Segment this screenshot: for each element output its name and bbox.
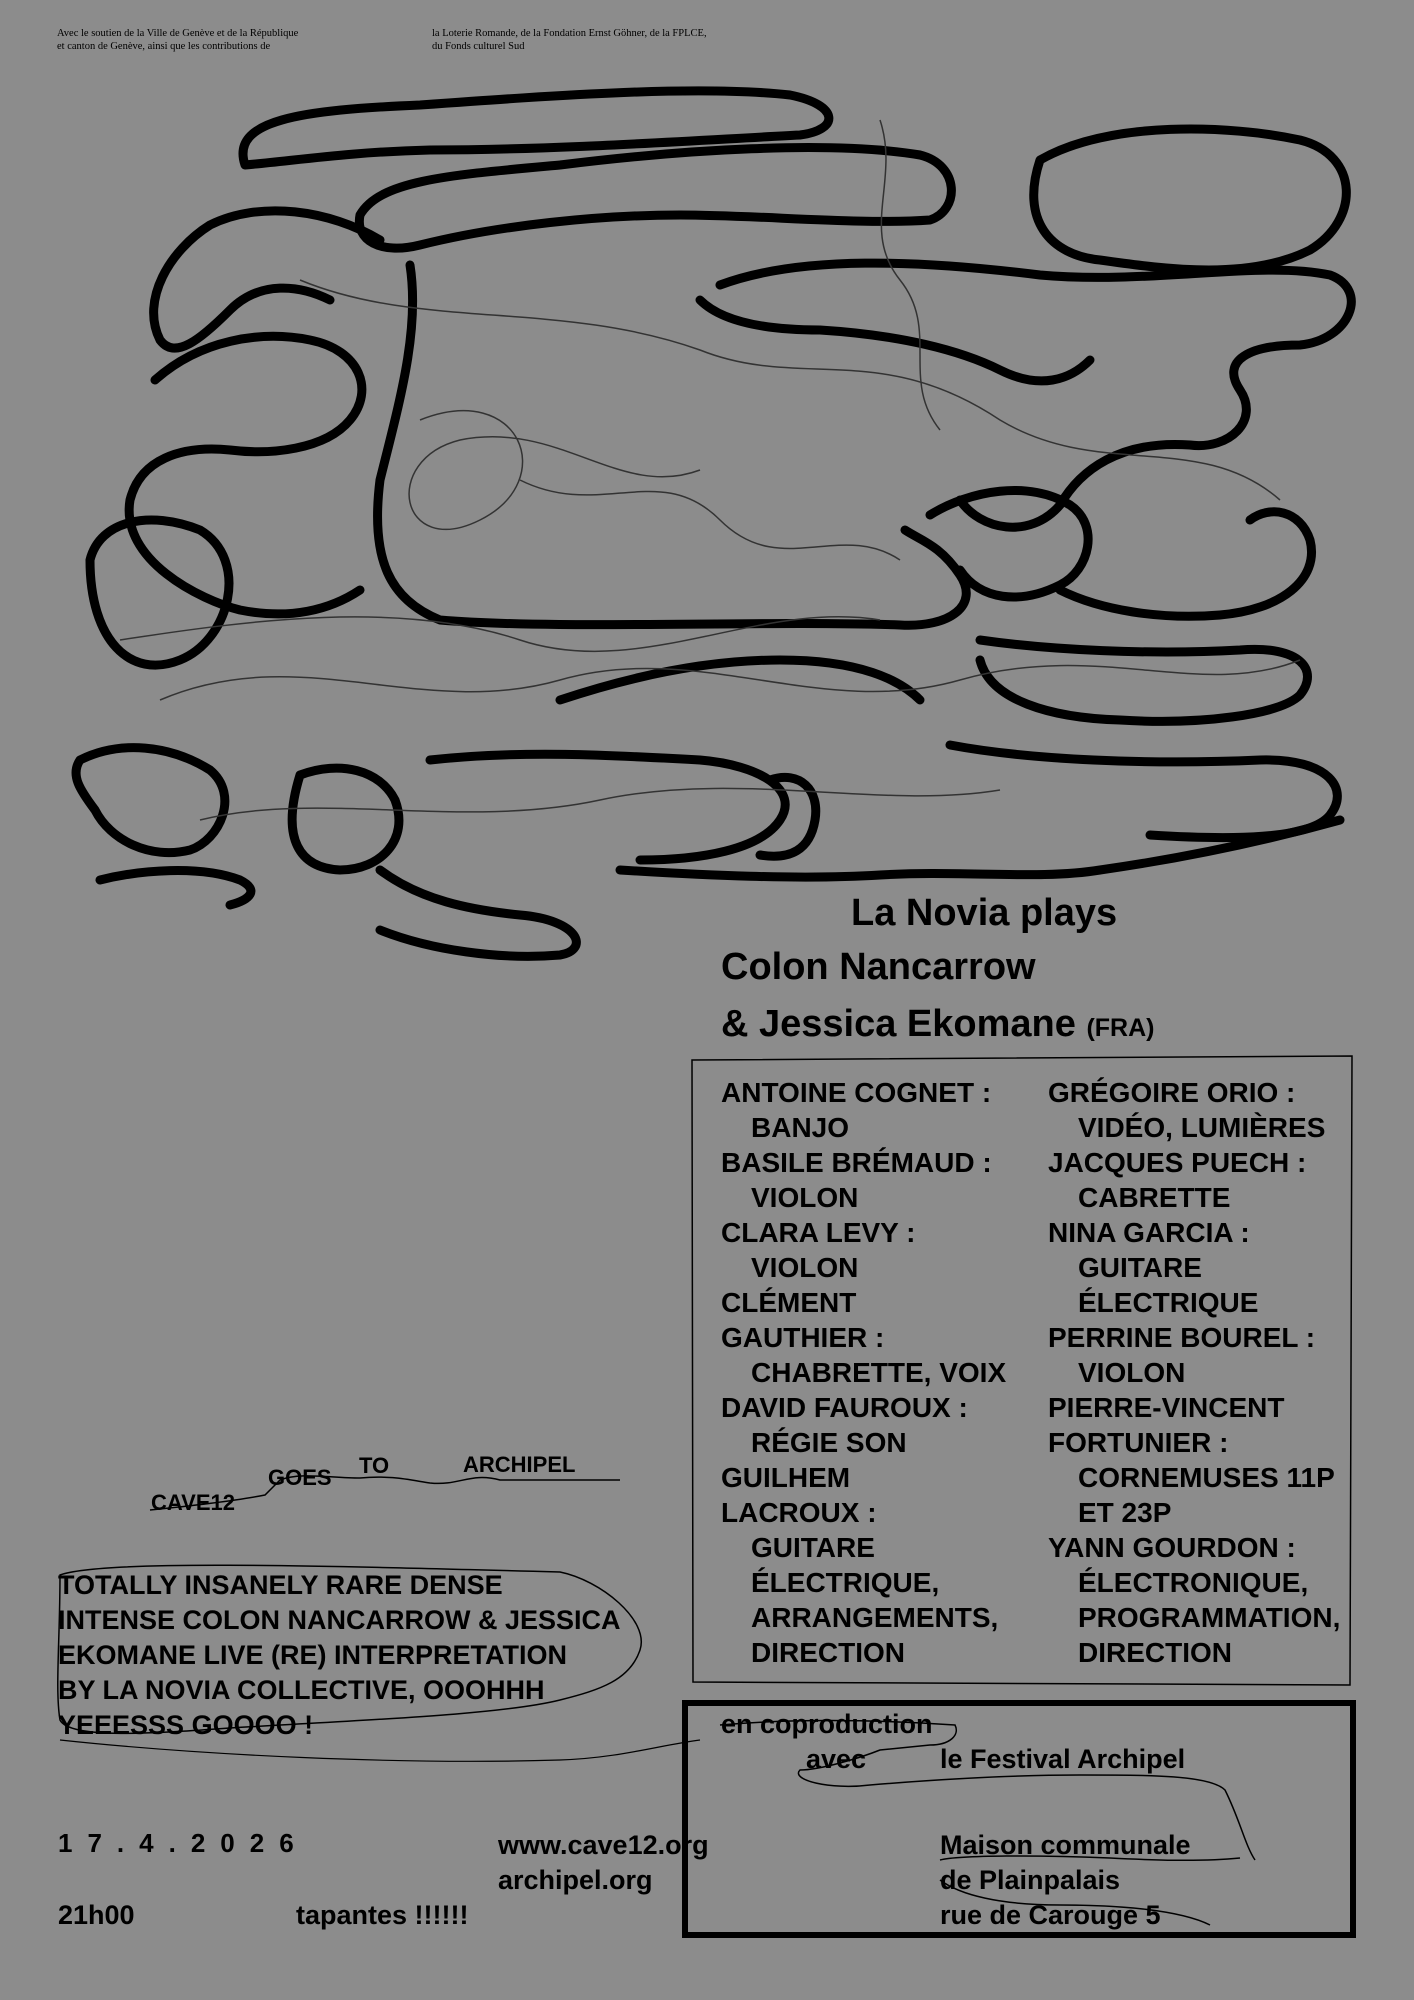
member-name: ANTOINE COGNET : [721, 1077, 992, 1108]
member-role: GUITARE [751, 1532, 875, 1563]
sponsor-line: et canton de Genève, ainsi que les contributions de [57, 41, 271, 52]
sponsor-line: Avec le soutien de la Ville de Genève et de la République [57, 28, 299, 39]
member-role: VIOLON [751, 1252, 859, 1283]
member-role: RÉGIE SON [751, 1427, 907, 1458]
member-role: VIOLON [1078, 1357, 1186, 1388]
tagline-to: TO [359, 1453, 390, 1478]
member-entry [721, 1390, 1021, 1460]
blurb-line: YEEESSS GOOOO ! [58, 1710, 314, 1740]
member-role: GUITARE [1078, 1252, 1202, 1283]
tagline-archipel: ARCHIPEL [463, 1452, 576, 1477]
venue-line: rue de Carouge 5 [940, 1900, 1161, 1930]
member-name: FORTUNIER : [1048, 1427, 1229, 1458]
member-role: CABRETTE [1078, 1182, 1231, 1213]
member-entry [1048, 1530, 1358, 1670]
member-name: YANN GOURDON : [1048, 1532, 1296, 1563]
member-role: ÉLECTRONIQUE, [1078, 1567, 1309, 1598]
member-role: ÉLECTRIQUE [1078, 1287, 1259, 1318]
member-name: CLARA LEVY : [721, 1217, 916, 1248]
member-name: NINA GARCIA : [1048, 1217, 1250, 1248]
members-list-right [1048, 1075, 1358, 1670]
blurb-line: BY LA NOVIA COLLECTIVE, OOOHHH [58, 1675, 545, 1705]
member-name: PERRINE BOUREL : [1048, 1322, 1316, 1353]
member-entry [1048, 1320, 1358, 1390]
member-role: CHABRETTE, VOIX [751, 1357, 1007, 1388]
member-name: CLÉMENT [721, 1287, 857, 1318]
title-line-2: Colon Nancarrow [721, 946, 1036, 988]
member-role: PROGRAMMATION, [1078, 1602, 1341, 1633]
member-entry [1048, 1145, 1358, 1215]
member-role: ÉLECTRIQUE, [751, 1567, 940, 1598]
member-entry [721, 1285, 1021, 1390]
blurb [58, 1568, 621, 1743]
sponsor-line: la Loterie Romande, de la Fondation Ernst Göhner, de la FPLCE, [432, 28, 707, 39]
event-time: 21h00 [58, 1900, 135, 1930]
member-role: VIOLON [751, 1182, 859, 1213]
member-name: GAUTHIER : [721, 1322, 885, 1353]
member-role: DIRECTION [1078, 1637, 1232, 1668]
member-role: ET 23P [1078, 1497, 1172, 1528]
title-line-1: La Novia plays [851, 892, 1118, 934]
member-name: GUILHEM [721, 1462, 851, 1493]
member-role: VIDÉO, LUMIÈRES [1078, 1112, 1326, 1143]
coproduction-label: en coproduction [721, 1709, 933, 1739]
member-entry [721, 1075, 1021, 1145]
member-role: BANJO [751, 1112, 850, 1143]
member-role: DIRECTION [751, 1637, 905, 1668]
member-entry [1048, 1075, 1358, 1145]
member-name: LACROUX : [721, 1497, 877, 1528]
venue-address [940, 1828, 1191, 1933]
member-entry [721, 1460, 1021, 1670]
member-name: PIERRE-VINCENT [1048, 1392, 1285, 1423]
coproduction-avec: avec [806, 1744, 867, 1774]
event-date: 17.4.2026 [58, 1828, 309, 1858]
blurb-line: EKOMANE LIVE (RE) INTERPRETATION [58, 1640, 568, 1670]
coproduction-festival: le Festival Archipel [940, 1744, 1186, 1774]
member-role: ARRANGEMENTS, [751, 1602, 999, 1633]
member-name: BASILE BRÉMAUD : [721, 1147, 992, 1178]
blurb-line: INTENSE COLON NANCARROW & JESSICA [58, 1605, 621, 1635]
punctual-note: tapantes !!!!!! [296, 1900, 469, 1930]
blurb-line: TOTALLY INSANELY RARE DENSE [58, 1570, 503, 1600]
venue-line: Maison communale [940, 1830, 1191, 1860]
member-entry [1048, 1215, 1358, 1320]
title-country: (FRA) [1086, 1014, 1155, 1042]
member-entry [721, 1215, 1021, 1285]
tagline-goes: GOES [268, 1465, 332, 1490]
website-archipel[interactable]: archipel.org [498, 1865, 653, 1895]
website-cave12[interactable]: www.cave12.org [498, 1830, 709, 1860]
sponsor-text-right [432, 27, 707, 53]
member-name: DAVID FAUROUX : [721, 1392, 968, 1423]
sponsor-line: du Fonds culturel Sud [432, 41, 525, 52]
member-entry [721, 1145, 1021, 1215]
member-name: JACQUES PUECH : [1048, 1147, 1307, 1178]
sponsor-text-left [57, 27, 298, 53]
member-name: GRÉGOIRE ORIO : [1048, 1077, 1296, 1108]
member-entry [1048, 1390, 1358, 1530]
title-artist: & Jessica Ekomane [721, 1003, 1076, 1045]
title-line-3 [721, 1000, 1154, 1052]
members-list-left [721, 1075, 1021, 1670]
tagline-cave: CAVE12 [151, 1490, 235, 1515]
member-role: CORNEMUSES 11P [1078, 1462, 1335, 1493]
venue-line: de Plainpalais [940, 1865, 1121, 1895]
